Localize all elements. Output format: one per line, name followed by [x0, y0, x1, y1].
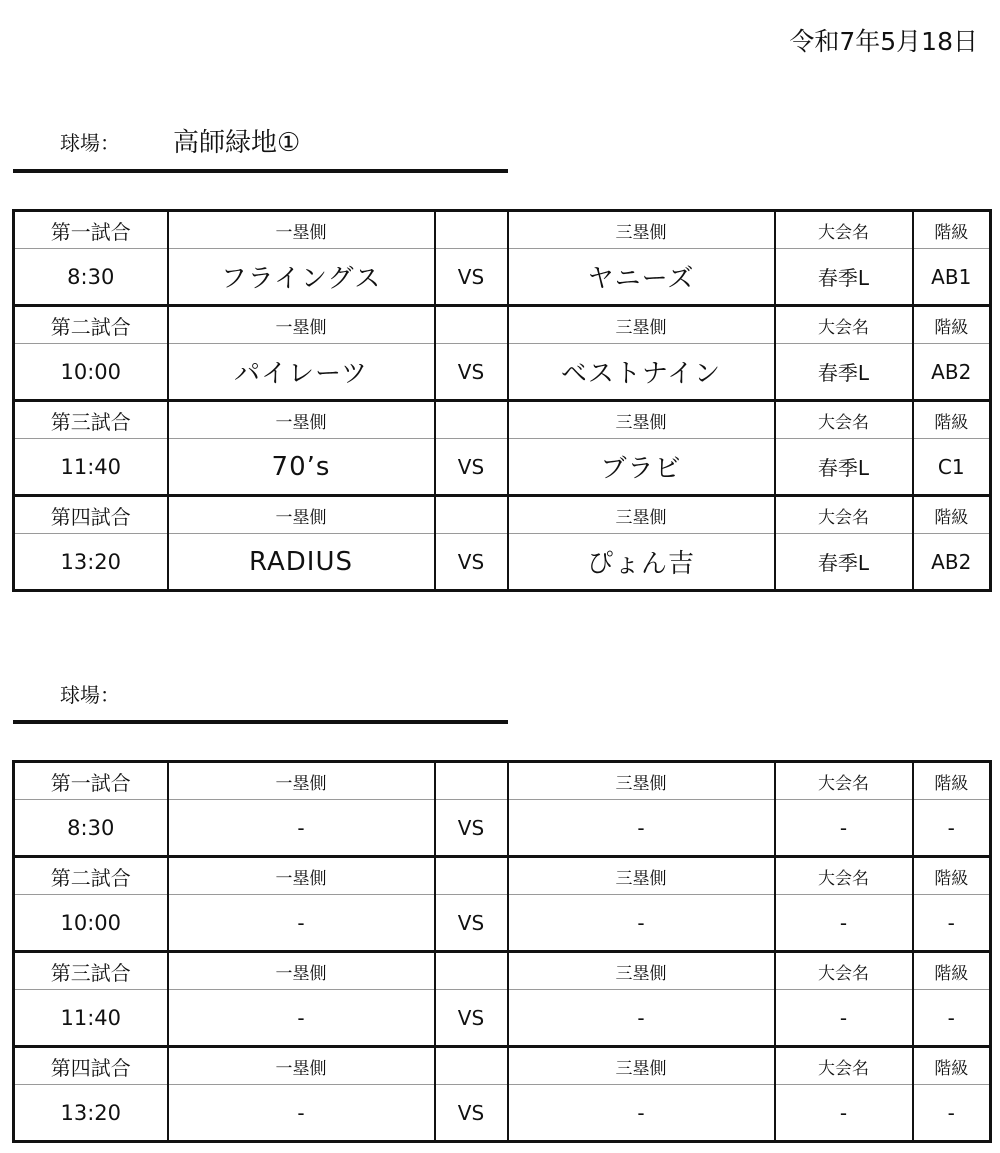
vs-header-cell	[435, 952, 508, 990]
game-number: 第二試合	[14, 306, 168, 344]
vs-header-cell	[435, 401, 508, 439]
third-base-label: 三塁側	[508, 306, 775, 344]
vs-label: VS	[435, 534, 508, 591]
tournament-name: -	[775, 1085, 913, 1142]
division-label: 階級	[913, 857, 991, 895]
tournament-label: 大会名	[775, 211, 913, 249]
third-base-team: ブラビ	[508, 439, 775, 496]
game-time: 13:20	[14, 1085, 168, 1142]
vs-header-cell	[435, 1047, 508, 1085]
division-value: AB2	[913, 344, 991, 401]
game-time: 8:30	[14, 800, 168, 857]
third-base-label: 三塁側	[508, 1047, 775, 1085]
game-row	[14, 439, 991, 496]
tournament-name: -	[775, 800, 913, 857]
game-row	[14, 990, 991, 1047]
vs-label: VS	[435, 249, 508, 306]
third-base-label: 三塁側	[508, 762, 775, 800]
division-value: -	[913, 990, 991, 1047]
division-label: 階級	[913, 211, 991, 249]
tournament-name: 春季L	[775, 344, 913, 401]
tournament-name: -	[775, 895, 913, 952]
game-header-row	[14, 952, 991, 990]
field-underline	[13, 720, 508, 724]
field-label: 球場：	[60, 131, 120, 155]
schedule-table-1	[12, 209, 992, 592]
game-header-row	[14, 762, 991, 800]
tournament-label: 大会名	[775, 306, 913, 344]
division-value: AB2	[913, 534, 991, 591]
first-base-label: 一塁側	[168, 762, 435, 800]
third-base-label: 三塁側	[508, 952, 775, 990]
game-number: 第二試合	[14, 857, 168, 895]
field-label: 球場：	[60, 683, 120, 707]
game-header-row	[14, 496, 991, 534]
game-time: 13:20	[14, 534, 168, 591]
third-base-label: 三塁側	[508, 496, 775, 534]
tournament-label: 大会名	[775, 496, 913, 534]
third-base-label: 三塁側	[508, 857, 775, 895]
vs-label: VS	[435, 439, 508, 496]
game-header-row	[14, 211, 991, 249]
vs-label: VS	[435, 344, 508, 401]
vs-label: VS	[435, 800, 508, 857]
third-base-team: -	[508, 895, 775, 952]
game-time: 11:40	[14, 990, 168, 1047]
division-value: -	[913, 1085, 991, 1142]
first-base-label: 一塁側	[168, 857, 435, 895]
tournament-name: -	[775, 990, 913, 1047]
first-base-team: -	[168, 800, 435, 857]
game-row	[14, 1085, 991, 1142]
vs-label: VS	[435, 990, 508, 1047]
document-date: 令和7年5月18日	[789, 27, 978, 56]
division-label: 階級	[913, 762, 991, 800]
vs-label: VS	[435, 895, 508, 952]
game-time: 10:00	[14, 344, 168, 401]
first-base-team: -	[168, 895, 435, 952]
third-base-team: -	[508, 800, 775, 857]
third-base-team: -	[508, 990, 775, 1047]
third-base-team: -	[508, 1085, 775, 1142]
game-time: 10:00	[14, 895, 168, 952]
tournament-label: 大会名	[775, 857, 913, 895]
third-base-team: ベストナイン	[508, 344, 775, 401]
third-base-team: ヤニーズ	[508, 249, 775, 306]
first-base-team: -	[168, 990, 435, 1047]
first-base-label: 一塁側	[168, 1047, 435, 1085]
game-row	[14, 534, 991, 591]
vs-header-cell	[435, 857, 508, 895]
division-value: -	[913, 895, 991, 952]
tournament-label: 大会名	[775, 952, 913, 990]
first-base-label: 一塁側	[168, 496, 435, 534]
vs-header-cell	[435, 762, 508, 800]
vs-header-cell	[435, 496, 508, 534]
game-row	[14, 895, 991, 952]
game-row	[14, 344, 991, 401]
tournament-label: 大会名	[775, 762, 913, 800]
division-value: C1	[913, 439, 991, 496]
first-base-team: フライングス	[168, 249, 435, 306]
vs-header-cell	[435, 306, 508, 344]
tournament-name: 春季L	[775, 534, 913, 591]
schedule-table-2	[12, 760, 992, 1143]
division-label: 階級	[913, 952, 991, 990]
field-underline	[13, 169, 508, 173]
division-value: -	[913, 800, 991, 857]
vs-label: VS	[435, 1085, 508, 1142]
tournament-name: 春季L	[775, 249, 913, 306]
division-label: 階級	[913, 306, 991, 344]
vs-header-cell	[435, 211, 508, 249]
game-number: 第四試合	[14, 1047, 168, 1085]
game-row	[14, 249, 991, 306]
division-label: 階級	[913, 401, 991, 439]
first-base-team: 70’s	[168, 439, 435, 496]
game-number: 第三試合	[14, 401, 168, 439]
division-label: 階級	[913, 1047, 991, 1085]
game-header-row	[14, 306, 991, 344]
game-number: 第三試合	[14, 952, 168, 990]
tournament-label: 大会名	[775, 1047, 913, 1085]
first-base-label: 一塁側	[168, 401, 435, 439]
game-header-row	[14, 857, 991, 895]
third-base-label: 三塁側	[508, 211, 775, 249]
field-name: 高師緑地①	[173, 128, 301, 158]
first-base-label: 一塁側	[168, 211, 435, 249]
game-number: 第四試合	[14, 496, 168, 534]
first-base-label: 一塁側	[168, 952, 435, 990]
first-base-team: RADIUS	[168, 534, 435, 591]
game-header-row	[14, 1047, 991, 1085]
tournament-name: 春季L	[775, 439, 913, 496]
game-row	[14, 800, 991, 857]
third-base-label: 三塁側	[508, 401, 775, 439]
first-base-label: 一塁側	[168, 306, 435, 344]
game-number: 第一試合	[14, 211, 168, 249]
tournament-label: 大会名	[775, 401, 913, 439]
game-time: 11:40	[14, 439, 168, 496]
game-number: 第一試合	[14, 762, 168, 800]
game-header-row	[14, 401, 991, 439]
division-label: 階級	[913, 496, 991, 534]
third-base-team: ぴょん吉	[508, 534, 775, 591]
first-base-team: -	[168, 1085, 435, 1142]
first-base-team: パイレーツ	[168, 344, 435, 401]
division-value: AB1	[913, 249, 991, 306]
game-time: 8:30	[14, 249, 168, 306]
